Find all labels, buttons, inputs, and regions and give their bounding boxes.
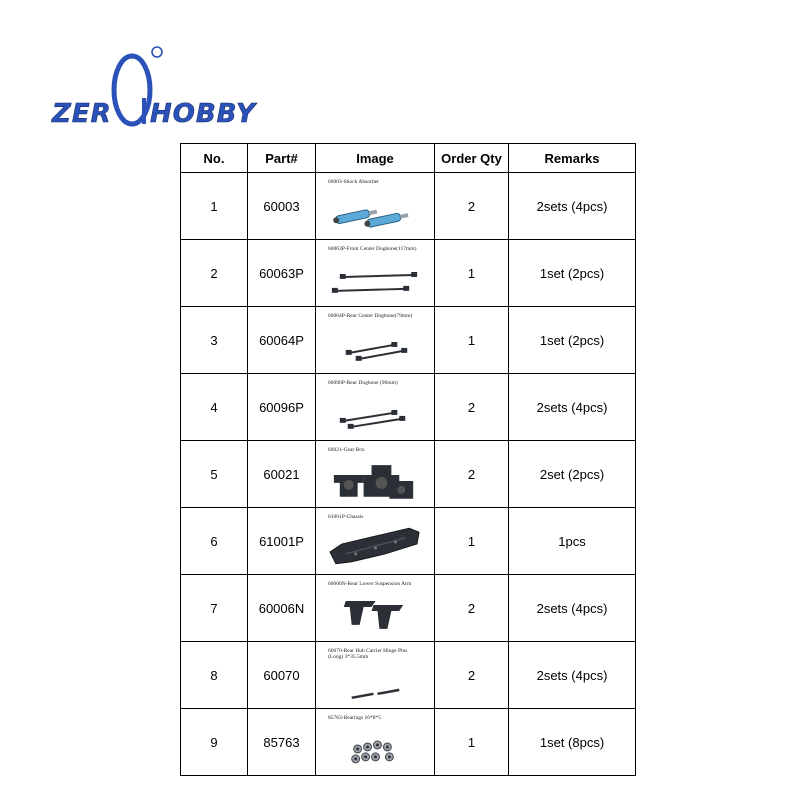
row-image <box>316 441 435 508</box>
row-remarks: 1set (8pcs) <box>509 709 636 776</box>
parts-table <box>180 143 636 776</box>
chassis-image <box>316 508 434 574</box>
row-remarks: 2sets (4pcs) <box>509 374 636 441</box>
svg-text:HOBBY: HOBBY <box>150 99 256 129</box>
row-remarks: 2sets (4pcs) <box>509 642 636 709</box>
row-no: 1 <box>181 173 248 240</box>
row-remarks: 1pcs <box>509 508 636 575</box>
header-image: Image <box>316 144 435 173</box>
row-image <box>316 575 435 642</box>
header-order-qty: Order Qty <box>435 144 509 173</box>
row-remarks: 1set (2pcs) <box>509 307 636 374</box>
row-no: 2 <box>181 240 248 307</box>
table-row <box>181 374 636 441</box>
row-image <box>316 642 435 709</box>
suspension-arm-image <box>316 575 434 641</box>
row-remarks: 1set (2pcs) <box>509 240 636 307</box>
row-image <box>316 307 435 374</box>
row-no: 4 <box>181 374 248 441</box>
row-order-qty: 2 <box>435 441 509 508</box>
row-part-number: 60096P <box>248 374 316 441</box>
row-part-number: 60063P <box>248 240 316 307</box>
row-image <box>316 374 435 441</box>
header-remarks: Remarks <box>509 144 636 173</box>
row-order-qty: 2 <box>435 575 509 642</box>
row-order-qty: 1 <box>435 709 509 776</box>
part-caption: 60096P-Rear Dogbone (96mm) <box>328 380 398 386</box>
row-image <box>316 709 435 776</box>
zerohobby-logo <box>50 40 265 135</box>
part-caption: 60003-Shock Absorber <box>328 179 379 185</box>
row-no: 5 <box>181 441 248 508</box>
table-row <box>181 642 636 709</box>
part-caption: 60063P-Front Center Dogbone(117mm) <box>328 246 417 252</box>
row-no: 6 <box>181 508 248 575</box>
dogbone-image <box>316 307 434 373</box>
header-part: Part# <box>248 144 316 173</box>
row-order-qty: 2 <box>435 173 509 240</box>
table-row <box>181 307 636 374</box>
dogbone-image <box>316 240 434 306</box>
table-row <box>181 508 636 575</box>
table-row <box>181 441 636 508</box>
header-no: No. <box>181 144 248 173</box>
row-part-number: 61001P <box>248 508 316 575</box>
part-caption: 60006N-Rear Lower Suspension Arm <box>328 581 412 587</box>
row-part-number: 60003 <box>248 173 316 240</box>
shock-absorber-image <box>316 173 434 239</box>
row-no: 3 <box>181 307 248 374</box>
row-order-qty: 1 <box>435 508 509 575</box>
row-no: 9 <box>181 709 248 776</box>
hinge-pins-image <box>316 642 434 708</box>
table-row <box>181 575 636 642</box>
table-header-row <box>181 144 636 173</box>
table-row <box>181 173 636 240</box>
row-order-qty: 2 <box>435 642 509 709</box>
bearings-image <box>316 709 434 775</box>
row-part-number: 60021 <box>248 441 316 508</box>
row-order-qty: 1 <box>435 240 509 307</box>
part-caption: 60070-Rear Hub Carrier Hinge Pins (Long) 3*35.5mm <box>328 648 408 660</box>
row-part-number: 60064P <box>248 307 316 374</box>
row-image <box>316 173 435 240</box>
row-part-number: 85763 <box>248 709 316 776</box>
row-remarks: 2sets (4pcs) <box>509 173 636 240</box>
part-caption: 85763-Bearings 16*8*5 <box>328 715 382 721</box>
dogbone-image <box>316 374 434 440</box>
row-remarks: 2sets (4pcs) <box>509 575 636 642</box>
row-no: 7 <box>181 575 248 642</box>
row-part-number: 60006N <box>248 575 316 642</box>
row-part-number: 60070 <box>248 642 316 709</box>
row-order-qty: 2 <box>435 374 509 441</box>
gear-box-image <box>316 441 434 507</box>
row-remarks: 2set (2pcs) <box>509 441 636 508</box>
part-caption: 60021-Gear Box <box>328 447 365 453</box>
part-caption: 60064P-Rear Center Dogbone(79mm) <box>328 313 413 319</box>
table-row <box>181 240 636 307</box>
row-no: 8 <box>181 642 248 709</box>
part-caption: 61001P-Chassis <box>328 514 364 520</box>
svg-text:ZER: ZER <box>52 99 112 129</box>
row-image <box>316 240 435 307</box>
row-order-qty: 1 <box>435 307 509 374</box>
table-row <box>181 709 636 776</box>
row-image <box>316 508 435 575</box>
